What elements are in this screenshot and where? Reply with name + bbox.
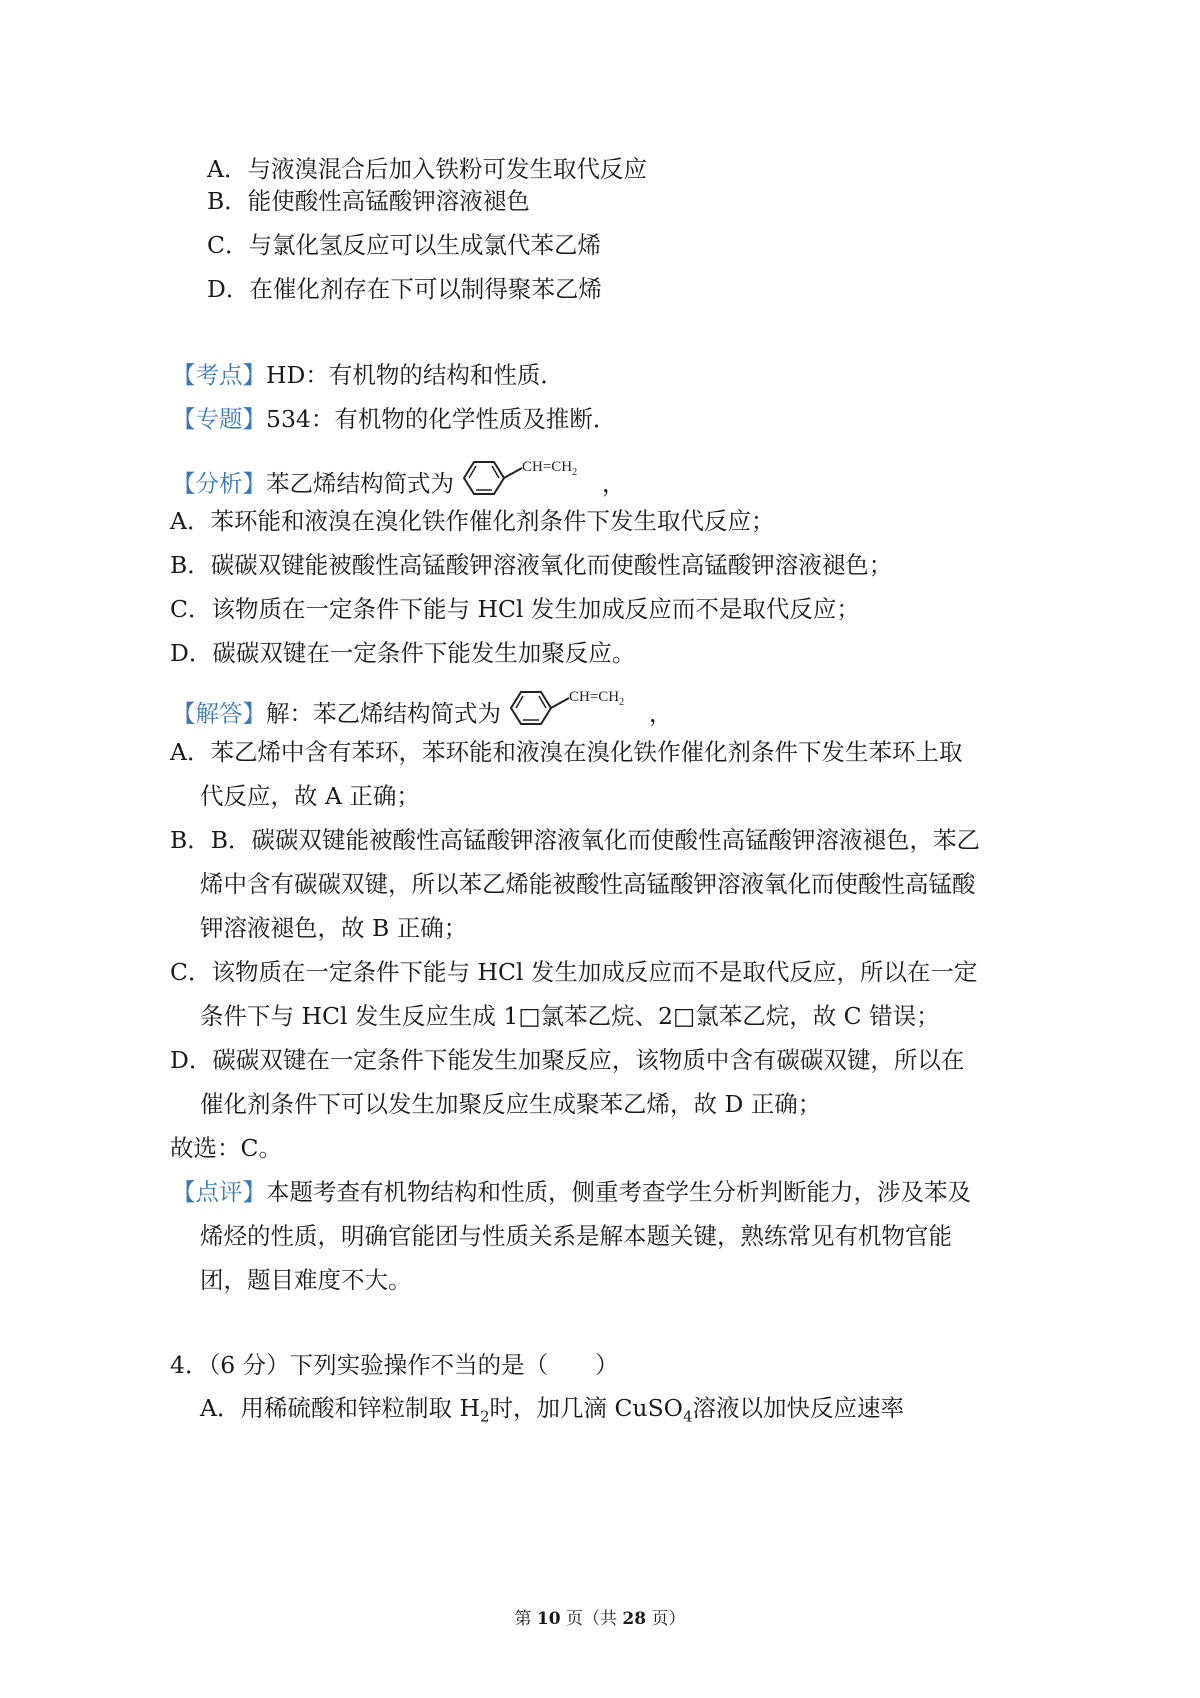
dianping-line3: 团，题目难度不大。 [200, 1266, 412, 1294]
option-c: C．与氯化氢反应可以生成氯代苯乙烯 [207, 231, 601, 259]
option-a: A．与液溴混合后加入铁粉可发生取代反应 [207, 155, 647, 183]
jieda-a1: A．苯乙烯中含有苯环，苯环能和液溴在溴化铁作催化剂条件下发生苯环上取 [170, 738, 963, 766]
styrene-structure-2 [501, 683, 649, 733]
kaodian-line [172, 359, 564, 391]
jieda-b1: B．B．碳碳双键能被酸性高锰酸钾溶液氧化而使酸性高锰酸钾溶液褪色，苯乙 [170, 826, 981, 854]
fenxi-b: B．碳碳双键能被酸性高锰酸钾溶液氧化而使酸性高锰酸钾溶液褪色； [170, 551, 893, 579]
jieda-b3: 钾溶液褪色，故 B 正确； [200, 914, 468, 942]
fenxi-intro: 苯乙烯结构简式为 [266, 469, 454, 498]
fenxi-line [172, 459, 626, 503]
zhuanti-text: 534：有机物的化学性质及推断． [266, 405, 617, 433]
styrene-structure-svg [454, 453, 602, 503]
jieda-line [172, 689, 673, 733]
fenxi-c: C．该物质在一定条件下能与 HCl 发生加成反应而不是取代反应； [170, 595, 860, 623]
q4a-so4-sub: 4 [682, 1407, 693, 1426]
q4a-h2-sub: 2 [479, 1407, 490, 1426]
q4a-post: 溶液以加快反应速率 [692, 1394, 904, 1422]
jieda-formula: CH=CH [569, 689, 620, 705]
footer-page: 10 [536, 1609, 561, 1629]
dianping-text1: 本题考查有机物结构和性质，侧重考查学生分析判断能力，涉及苯及 [266, 1178, 971, 1206]
styrene-structure [454, 453, 602, 503]
jieda-d1: D．碳碳双键在一定条件下能发生加聚反应，该物质中含有碳碳双键，所以在 [170, 1046, 965, 1074]
svg-text:CH=CH2 [522, 459, 577, 478]
jieda-b2: 烯中含有碳碳双键，所以苯乙烯能被酸性高锰酸钾溶液氧化而使酸性高锰酸 [200, 870, 976, 898]
footer-mid: 页（共 [560, 1609, 623, 1629]
footer-pre: 第 [514, 1609, 537, 1629]
dianping-tag: 【点评】 [172, 1178, 266, 1206]
jieda-comma: ， [649, 699, 673, 728]
styrene-structure-2-svg [501, 683, 649, 733]
q4a-mid: 时，加几滴 CuSO [489, 1394, 683, 1422]
q4a-pre: A．用稀硫酸和锌粒制取 H [200, 1394, 480, 1422]
jieda-choice: 故选：C。 [170, 1134, 282, 1162]
jieda-formula-sub: 2 [619, 697, 625, 708]
kaodian-text: HD：有机物的结构和性质． [266, 361, 564, 389]
fenxi-formula: CH=CH [522, 459, 573, 475]
option-b: B．能使酸性高锰酸钾溶液褪色 [207, 187, 530, 215]
dianping-line2: 烯烃的性质，明确官能团与性质关系是解本题关键，熟练常见有机物官能 [200, 1222, 952, 1250]
jieda-tag: 【解答】 [172, 699, 266, 728]
zhuanti-line [172, 403, 616, 435]
fenxi-d: D．碳碳双键在一定条件下能发生加聚反应。 [170, 639, 636, 667]
jieda-a2: 代反应，故 A 正确； [200, 782, 420, 810]
fenxi-comma: ， [602, 469, 626, 498]
fenxi-tag: 【分析】 [172, 469, 266, 498]
kaodian-tag: 【考点】 [172, 361, 266, 389]
fenxi-a: A．苯环能和液溴在溴化铁作催化剂条件下发生取代反应； [170, 507, 775, 535]
option-d: D．在催化剂存在下可以制得聚苯乙烯 [207, 275, 602, 303]
svg-text:CH=CH2 [569, 689, 624, 708]
dianping-line1 [172, 1176, 971, 1208]
fenxi-formula-sub: 2 [572, 467, 578, 478]
question4-stem: 4．（6 分）下列实验操作不当的是（ ） [170, 1351, 619, 1379]
jieda-intro: 解：苯乙烯结构简式为 [266, 699, 501, 728]
jieda-c2: 条件下与 HCl 发生反应生成 1□氯苯乙烷、2□氯苯乙烷，故 C 错误； [200, 1002, 940, 1030]
zhuanti-tag: 【专题】 [172, 405, 266, 433]
footer-post: 页） [646, 1609, 686, 1629]
page-footer [0, 1604, 1200, 1629]
footer-total: 28 [622, 1609, 647, 1629]
jieda-d2: 催化剂条件下可以发生加聚反应生成聚苯乙烯，故 D 正确； [200, 1090, 822, 1118]
question4-option-a [200, 1392, 904, 1433]
jieda-c1: C．该物质在一定条件下能与 HCl 发生加成反应而不是取代反应，所以在一定 [170, 958, 978, 986]
